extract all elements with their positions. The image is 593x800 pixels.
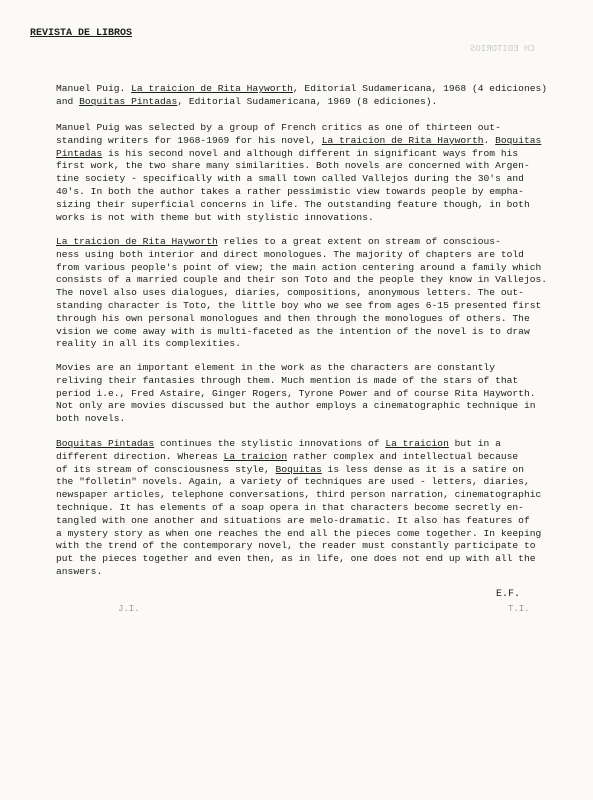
page-mark-right: T.I. [508, 604, 530, 614]
signature-initials: E.F. [496, 589, 521, 600]
citation: Manuel Puig. La traicion de Rita Hayworth, Editorial Sudamericana, 1968 (4 ediciones) and Boquitas Pintadas, Editorial Sudamericana, 1969 (8 ediciones). [56, 83, 548, 107]
bleed-through-text: CH EDITORIOS [470, 44, 535, 54]
page-mark-left: J.I. [118, 604, 140, 614]
section-title: REVISTA DE LIBROS [30, 28, 133, 39]
paragraph-3: Movies are an important element in the work as the characters are constantly reliving their fantasies through them. Much mention is made of the stars of that period i.e., Fred Astaire, Ginger Rogers, Tyrone Power and of course Rita Hayworth. Not only are movies discussed but the author employs a cinematographic technique in both novels. [56, 362, 536, 425]
paragraph-1: Manuel Puig was selected by a group of French critics as one of thirteen out- standing writers for 1968-1969 for his novel, La traicion de Rita Hayworth. Boquitas Pintadas is his second novel and although different in significant ways from his first work, the two share many similarities. Both novels are concerned with Argen- tine society - specifically with a small town called Vallejos during the 30's and 40's. In both the author takes a rather pessimistic view towards people by empha- sizing their superficial concerns in life. The outstanding feature though, in both works is not with theme but with stylistic innovations. [56, 122, 542, 223]
paragraph-2: La traicion de Rita Hayworth relies to a great extent on stream of conscious- ness using both interior and direct monologues. The majority of chapters are told from various people's point of view; the main action centering around a family which consists of a married couple and their son Toto and the people they know in Vallejos. The novel also uses dialogues, diaries, compositions, anonymous letters. The out- standing character is Toto, the little boy who we see from ages 6-15 presented first through his own personal monologues and then through the monologues of others. The vision we come away with is multi-faceted as the intention of the novel is to draw reality in all its complexities. [56, 236, 548, 350]
paragraph-4: Boquitas Pintadas continues the stylistic innovations of La traicion but in a different direction. Whereas La traicion rather complex and intellectual because of its stream of consciousness style, Boquitas is less dense as it is a satire on the "folletin" novels. Again, a variety of techniques are used - letters, diaries, newspaper articles, telephone conversations, third person narration, cinematographic technique. It has elements of a soap opera in that characters become secretly en- tangled with one another and situations are melo-dramatic. It also has features of a mystery story as when one reaches the end all the pieces come together. In keeping with the trend of the contemporary novel, the reader must constantly participate to put the pieces together and even then, as in life, one does not end up with all the answers. [56, 438, 542, 577]
